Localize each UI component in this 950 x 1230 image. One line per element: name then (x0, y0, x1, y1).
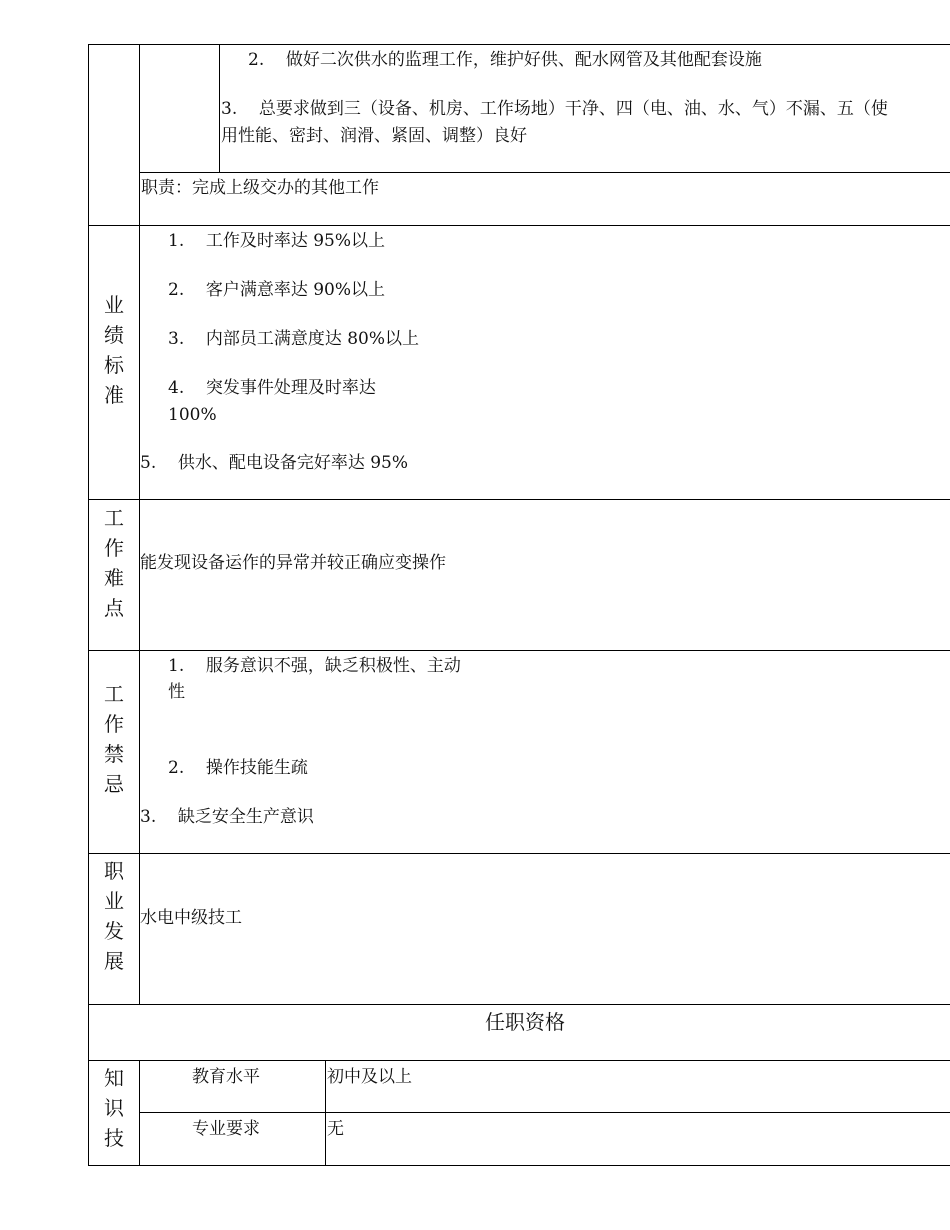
taboo-item: 3. 缺乏安全生产意识 (140, 807, 314, 827)
rule (139, 44, 140, 1004)
rule (219, 44, 220, 172)
performance-item-continued: 100% (168, 405, 217, 425)
rule (88, 499, 950, 500)
rule (139, 1060, 140, 1166)
rule (88, 853, 950, 854)
qualification-row-name: 教育水平 (192, 1067, 260, 1087)
rule (88, 650, 950, 651)
difficulty-label: 工 作 难 点 (104, 506, 124, 620)
rule (88, 44, 950, 45)
taboo-item: 1. 服务意识不强，缺乏积极性、主动 (168, 656, 461, 676)
rule (88, 225, 950, 226)
rule (325, 1060, 326, 1166)
duty-item-2: 2. 做好二次供水的监理工作，维护好供、配水网管及其他配套设施 (248, 50, 762, 70)
taboo-item-continued: 性 (168, 682, 185, 702)
performance-item: 4. 突发事件处理及时率达 (168, 378, 376, 398)
performance-item: 5. 供水、配电设备完好率达 95% (140, 453, 409, 473)
duty-item-3-line-2: 用性能、密封、润滑、紧固、调整）良好 (221, 126, 527, 146)
duty-other: 职责：完成上级交办的其他工作 (141, 178, 379, 198)
difficulty-text: 能发现设备运作的异常并较正确应变操作 (140, 553, 446, 573)
performance-item: 1. 工作及时率达 95%以上 (168, 231, 386, 251)
rule (88, 1165, 950, 1166)
knowledge-skill-label: 知 识 技 (104, 1066, 124, 1150)
qualification-row-name: 专业要求 (192, 1119, 260, 1139)
qualification-row-value: 无 (327, 1119, 344, 1139)
career-label: 职 业 发 展 (104, 859, 124, 973)
qualification-row-value: 初中及以上 (327, 1067, 412, 1087)
taboo-item: 2. 操作技能生疏 (168, 758, 308, 778)
performance-item: 2. 客户满意率达 90%以上 (168, 280, 386, 300)
taboo-label: 工 作 禁 忌 (104, 682, 124, 796)
rule (88, 1060, 950, 1061)
rule (139, 172, 950, 173)
rule (139, 1112, 950, 1113)
qualification-title: 任职资格 (485, 1010, 565, 1034)
duty-item-3-line-1: 3. 总要求做到三（设备、机房、工作场地）干净、四（电、油、水、气）不漏、五（使 (221, 99, 888, 119)
performance-label: 业 绩 标 准 (104, 293, 124, 407)
rule (88, 1004, 950, 1005)
performance-item: 3. 内部员工满意度达 80%以上 (168, 329, 420, 349)
career-text: 水电中级技工 (140, 908, 242, 928)
